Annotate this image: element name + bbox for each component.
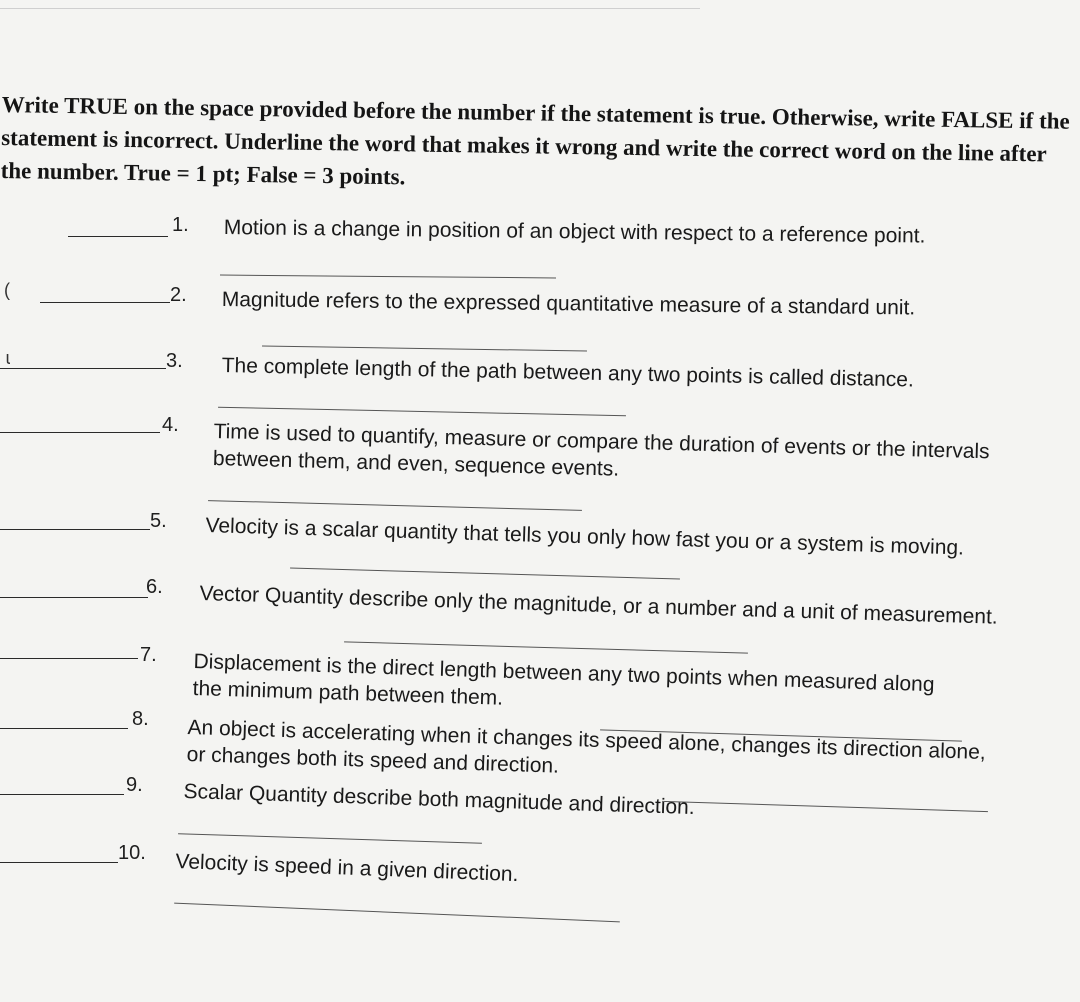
statement-5: Velocity is a scalar quantity that tells you only how fast you or a system is moving. (205, 513, 965, 560)
correction-line-1[interactable] (220, 275, 556, 279)
item-number-5: 5. (150, 510, 167, 532)
margin-mark: ɩ (6, 348, 10, 368)
answer-blank-4[interactable] (0, 432, 160, 433)
correction-line-6[interactable] (344, 641, 748, 653)
answer-blank-1[interactable] (68, 236, 168, 237)
statement-6: Vector Quantity describe only the magnitude, or a number and a unit of measurement. (199, 581, 999, 629)
margin-mark: ( (4, 280, 10, 300)
statement-4: Time is used to quantify, measure or compare the duration of events or the intervals between them, and even, sequence events. (212, 419, 990, 481)
answer-blank-10[interactable] (0, 862, 118, 863)
answer-blank-7[interactable] (0, 658, 138, 659)
statement-1: Motion is a change in position of an object with respect to a reference point. (223, 215, 926, 248)
statement-8: An object is accelerating when it changes its speed alone, changes its direction alone, or changes both its speed and direction. (186, 715, 987, 778)
correction-line-10[interactable] (174, 903, 620, 923)
item-number-1: 1. (172, 214, 189, 236)
answer-blank-6[interactable] (0, 597, 148, 598)
correction-line-9[interactable] (178, 833, 482, 844)
correction-line-5[interactable] (290, 568, 680, 580)
statement-3: The complete length of the path between any two points is called distance. (221, 353, 915, 392)
item-number-10: 10. (118, 842, 146, 864)
answer-blank-2[interactable] (40, 302, 170, 303)
statement-9: Scalar Quantity describe both magnitude and direction. (183, 779, 695, 820)
item-number-9: 9. (126, 774, 143, 796)
answer-blank-3[interactable] (0, 368, 166, 369)
statement-10: Velocity is speed in a given direction. (175, 849, 519, 887)
item-number-2: 2. (170, 284, 187, 306)
item-number-3: 3. (166, 350, 183, 372)
instructions-text: Write TRUE on the space provided before the number if the statement is true. Otherwise, write FALSE if the statement is incorrect. Underline the word that makes it wrong and write the correct word on the line after the number. True = 1 pt; False = 3 points. (0, 91, 1070, 190)
correction-line-2[interactable] (262, 345, 587, 351)
correction-line-3[interactable] (218, 407, 626, 417)
statement-2: Magnitude refers to the expressed quantitative measure of a standard unit. (221, 287, 916, 320)
item-number-4: 4. (162, 414, 179, 436)
answer-blank-9[interactable] (0, 794, 124, 795)
correction-line-4[interactable] (208, 500, 582, 511)
answer-blank-8[interactable] (0, 728, 128, 729)
scan-top-edge (0, 8, 700, 9)
answer-blank-5[interactable] (0, 529, 150, 530)
statement-7: Displacement is the direct length between any two points when measured along the minimum path between them. (192, 649, 935, 710)
item-number-8: 8. (132, 708, 149, 730)
item-number-7: 7. (140, 644, 157, 666)
item-number-6: 6. (146, 576, 163, 598)
